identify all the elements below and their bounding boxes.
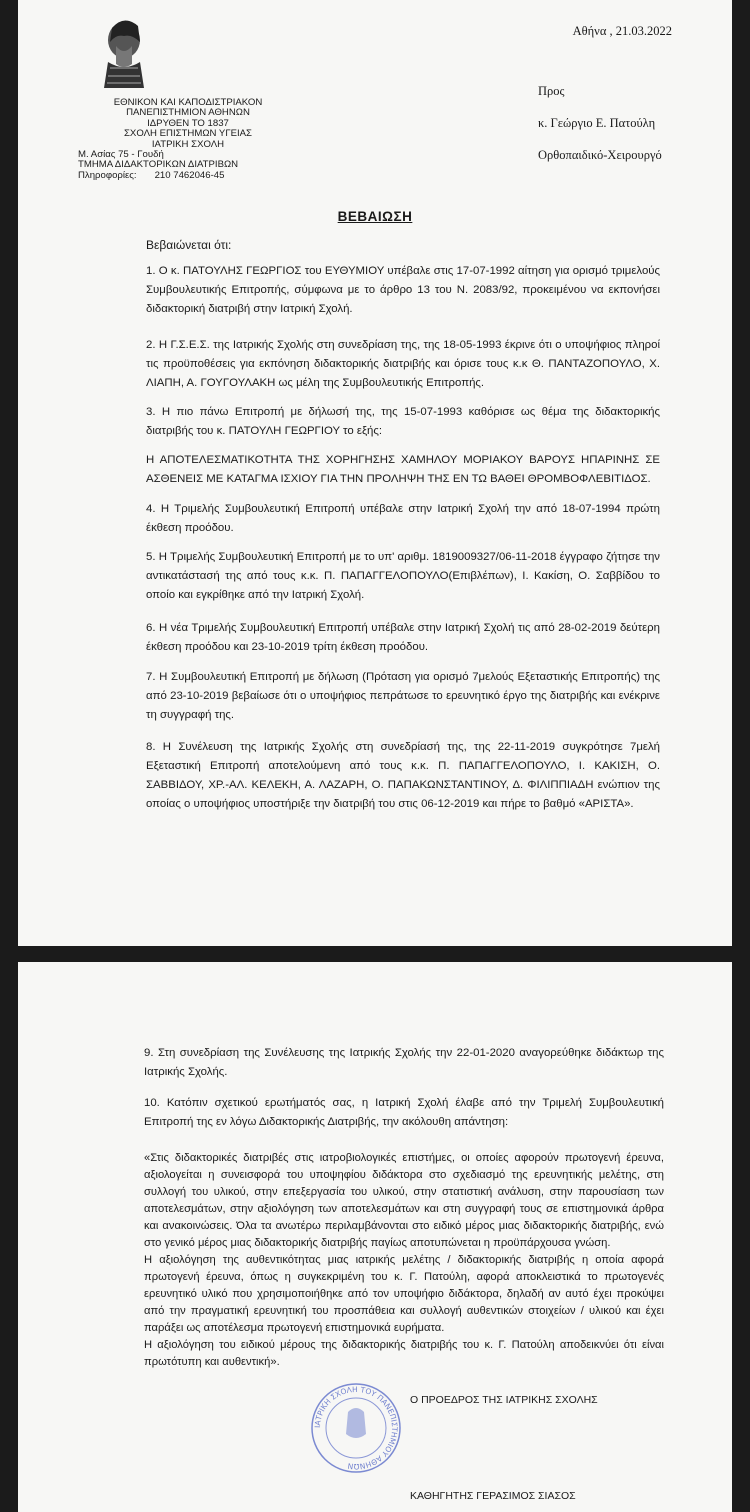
address-line: Μ. Ασίας 75 - Γουδή — [78, 149, 164, 161]
paragraph-3: 3. Η πιο πάνω Επιτροπή με δήλωσή της, της 15-07-1993 καθόρισε ως θέμα της διδακτορικής διατριβής του κ. ΠΑΤΟΥΛΗ ΓΕΩΡΓΙΟΥ το εξής: — [146, 406, 660, 437]
document-page-2 — [18, 962, 732, 1512]
recipient-title: Ορθοπαιδικό-Χειρουργό — [538, 148, 662, 162]
quote-paragraph: Η αξιολόγηση του ειδικού μέρους της διδακτορικής διατριβής του κ. Γ. Πατούλη αποδεικνύει ότι είναι πρωτότυπη και αυθεντική». — [144, 1339, 664, 1368]
info-phone: 210 7462046-45 — [154, 169, 225, 181]
document-intro: Βεβαιώνεται ότι: — [146, 238, 232, 252]
paragraph-4: 4. Η Τριμελής Συμβουλευτική Επιτροπή υπέβαλε στην Ιατρική Σχολή την από 18-07-1994 πρώτη έκθεση προόδου. — [146, 503, 660, 534]
quote-paragraph: «Στις διδακτορικές διατριβές στις ιατροβιολογικές επιστήμες, οι οποίες αφορούν πρωτογενή έρευνα, αξιολογείται η συνεισφορά του υποψηφίου διδάκτορα στο σχεδιασμό της ερευνητικής μελέτης, στη συλλογή του υλικού, στην επεξεργασία του υλικού, στην στατιστική ανάλυση, στην παρουσίαση των αποτελεσμάτων, στην αξιολόγηση των αποτελεσμάτων και στη συγγραφή τους σε επιστημονικά άρθρα και ανακοινώσεις. Όλα τα ανωτέρω περιλαμβάνονται στο ειδικό μέρος μιας διδακτορικής διατριβής, ενώ στο γενικό μέρος μιας διδακτορικής διατριβής παγίως αποτυπώνεται η προϋπάρχουσα γνώση. — [144, 1152, 664, 1249]
stamp-text: ΙΑΤΡΙΚΗ ΣΧΟΛΗ ΤΟΥ ΠΑΝΕΠΙΣΤΗΜΙΟΥ ΑΘΗΝΩΝ — [312, 1384, 400, 1472]
department-line: ΤΜΗΜΑ ΔΙΔΑΚΤΟΡΙΚΩΝ ΔΙΑΤΡΙΒΩΝ — [78, 159, 239, 171]
university-line: ΕΘΝΙΚΟΝ ΚΑΙ ΚΑΠΟΔΙΣΤΡΙΑΚΟΝ — [113, 97, 263, 108]
university-line: ΣΧΟΛΗ ΕΠΙΣΤΗΜΩΝ ΥΓΕΙΑΣ — [124, 128, 252, 140]
info-line — [78, 171, 298, 181]
paragraph-9: 9. Στη συνεδρίαση της Συνέλευσης της Ιατρικής Σχολής την 22-01-2020 αναγορεύθηκε διδάκτωρ της Ιατρικής Σχολής. — [144, 1047, 664, 1078]
paragraph-10: 10. Κατόπιν σχετικού ερωτήματός σας, η Ιατρική Σχολή έλαβε από την Τριμελή Συμβουλευτική Επιτροπή της εν λόγω Διδακτορικής Διατριβής, την ακόλουθη απάντηση: — [144, 1097, 664, 1128]
university-line: ΙΑΤΡΙΚΗ ΣΧΟΛΗ — [151, 138, 225, 150]
info-label: Πληροφορίες: — [78, 169, 137, 181]
recipient-name: κ. Γεώργιο Ε. Πατούλη — [538, 116, 656, 130]
athena-logo-icon — [98, 16, 150, 92]
university-header — [78, 98, 298, 181]
paragraph-7: 7. Η Συμβουλευτική Επιτροπή με δήλωση (Πρόταση για ορισμό 7μελούς Εξεταστικής Επιτροπής) της από 23-10-2019 βεβαίωσε ότι ο υποψήφιος πεπράτωσε το ερευνητικό έργο της διατριβής και ενέκρινε τη συγγραφή της. — [146, 671, 660, 721]
paragraph-6: 6. Η νέα Τριμελής Συμβουλευτική Επιτροπή υπέβαλε στην Ιατρική Σχολή τις από 28-02-2019 δεύτερη έκθεση προόδου και 23-10-2019 τρίτη έκθεση προόδου. — [146, 622, 660, 653]
recipient-to: Προς — [538, 84, 565, 98]
quote-paragraph: Η αξιολόγηση της αυθεντικότητας μιας ιατρικής μελέτης / διδακτορικής διατριβής η οποία αφορά πρωτογενή έρευνα, όπως η συγκεκριμένη του κ. Γ. Πατούλη, αφορά αποκλειστικά το πρωτογενές ερευνητικό υλικό που χρησιμοποιήθηκε από τον υποψήφιο διδάκτορα, δηλαδή αν αυτό έχει προκύψει από την πραγματική ερευνητική του προσπάθεια και συλλογή αυθεντικών στοιχείων / υλικού και έχει παράξει ως αποτέλεσμα πρωτογενή επιστημονικά ευρήματα. — [144, 1254, 664, 1334]
university-line: ΙΔΡΥΘΕΝ ΤΟ 1837 — [147, 117, 229, 129]
document-page-1 — [18, 0, 732, 946]
committee-quote — [144, 1150, 664, 1371]
paragraph-5: 5. Η Τριμελής Συμβουλευτική Επιτροπή με το υπ' αριθμ. 1819009327/06-11-2018 έγγραφο ζήτησε την αντικατάστασή της από τους κ.κ. Π. ΠΑΠΑΓΓΕΛΟΠΟΥΛΟ(Επιβλέπων), Ι. Κακίση, Ο. Σαββίδου το οποίο και εγκρίθηκε από την Ιατρική Σχολή. — [146, 551, 660, 601]
document-title: ΒΕΒΑΙΩΣΗ — [337, 209, 413, 224]
paragraph-2: 2. Η Γ.Σ.Ε.Σ. της Ιατρικής Σχολής στη συνεδρίαση της, της 18-05-1993 έκρινε ότι ο υποψήφιος πληροί τις προϋποθέσεις για εκπόνηση διδακτορικής διατριβής και όρισε τους κ.κ Θ. ΠΑΝΤΑΖΟΠΟΥΛΟ, Χ. ΛΙΑΠΗ, Α. ΓΟΥΓΟΥΛΑΚΗ ως μέλη της Συμβουλευτικής Επιτροπής. — [146, 339, 660, 389]
professor-name: ΚΑΘΗΓΗΤΗΣ ΓΕΡΑΣΙΜΟΣ ΣΙΑΣΟΣ — [410, 1490, 576, 1502]
paragraph-8: 8. Η Συνέλευση της Ιατρικής Σχολής στη συνεδρίασή της, της 22-11-2019 συγκρότησε 7μελή Εξεταστική Επιτροπή αποτελούμενη από τους κ.κ. Π. ΠΑΠΑΓΓΕΛΟΠΟΥΛΟ, Ι. ΚΑΚΙΣΗ, Ο. ΣΑΒΒΙΔΟΥ, ΧΡ.-ΑΛ. ΚΕΛΕΚΗ, Α. ΛΑΖΑΡΗ, Ο. ΠΑΠΑΚΩΝΣΤΑΝΤΙΝΟΥ, Δ. ΦΙΛΙΠΠΙΑΔΗ ενώπιον της οποίας ο υποψήφιος υποστήριξε την διατριβή του στις 06-12-2019 και πήρε το βαθμό «ΑΡΙΣΤΑ». — [146, 741, 660, 810]
president-title: Ο ΠΡΟΕΔΡΟΣ ΤΗΣ ΙΑΤΡΙΚΗΣ ΣΧΟΛΗΣ — [410, 1394, 598, 1406]
university-line: ΠΑΝΕΠΙΣΤΗΜΙΟΝ ΑΘΗΝΩΝ — [126, 107, 250, 119]
paragraph-1: 1. Ο κ. ΠΑΤΟΥΛΗΣ ΓΕΩΡΓΙΟΣ του ΕΥΘΥΜΙΟΥ υπέβαλε στις 17-07-1992 αίτηση για ορισμό τριμελούς Συμβουλευτικής Επιτροπής, σύμφωνα με το άρθρο 13 του Ν. 2083/92, προκειμένου να εκπονήσει διδακτορική διατριβή στην Ιατρική Σχολή. — [146, 265, 660, 315]
thesis-topic: Η ΑΠΟΤΕΛΕΣΜΑΤΙΚΟΤΗΤΑ ΤΗΣ ΧΟΡΗΓΗΣΗΣ ΧΑΜΗΛΟΥ ΜΟΡΙΑΚΟΥ ΒΑΡΟΥΣ ΗΠΑΡΙΝΗΣ ΣΕ ΑΣΘΕΝΕΙΣ ΜΕ ΚΑΤΑΓΜΑ ΙΣΧΙΟΥ ΓΙΑ ΤΗΝ ΠΡΟΛΗΨΗ ΤΗΣ ΕΝ ΤΩ ΒΑΘΕΙ ΘΡΟΜΒΟΦΛΕΒΙΤΙΔΟΣ. — [146, 454, 660, 485]
school-stamp — [310, 1382, 402, 1474]
document-date: Αθήνα , 21.03.2022 — [572, 24, 672, 38]
